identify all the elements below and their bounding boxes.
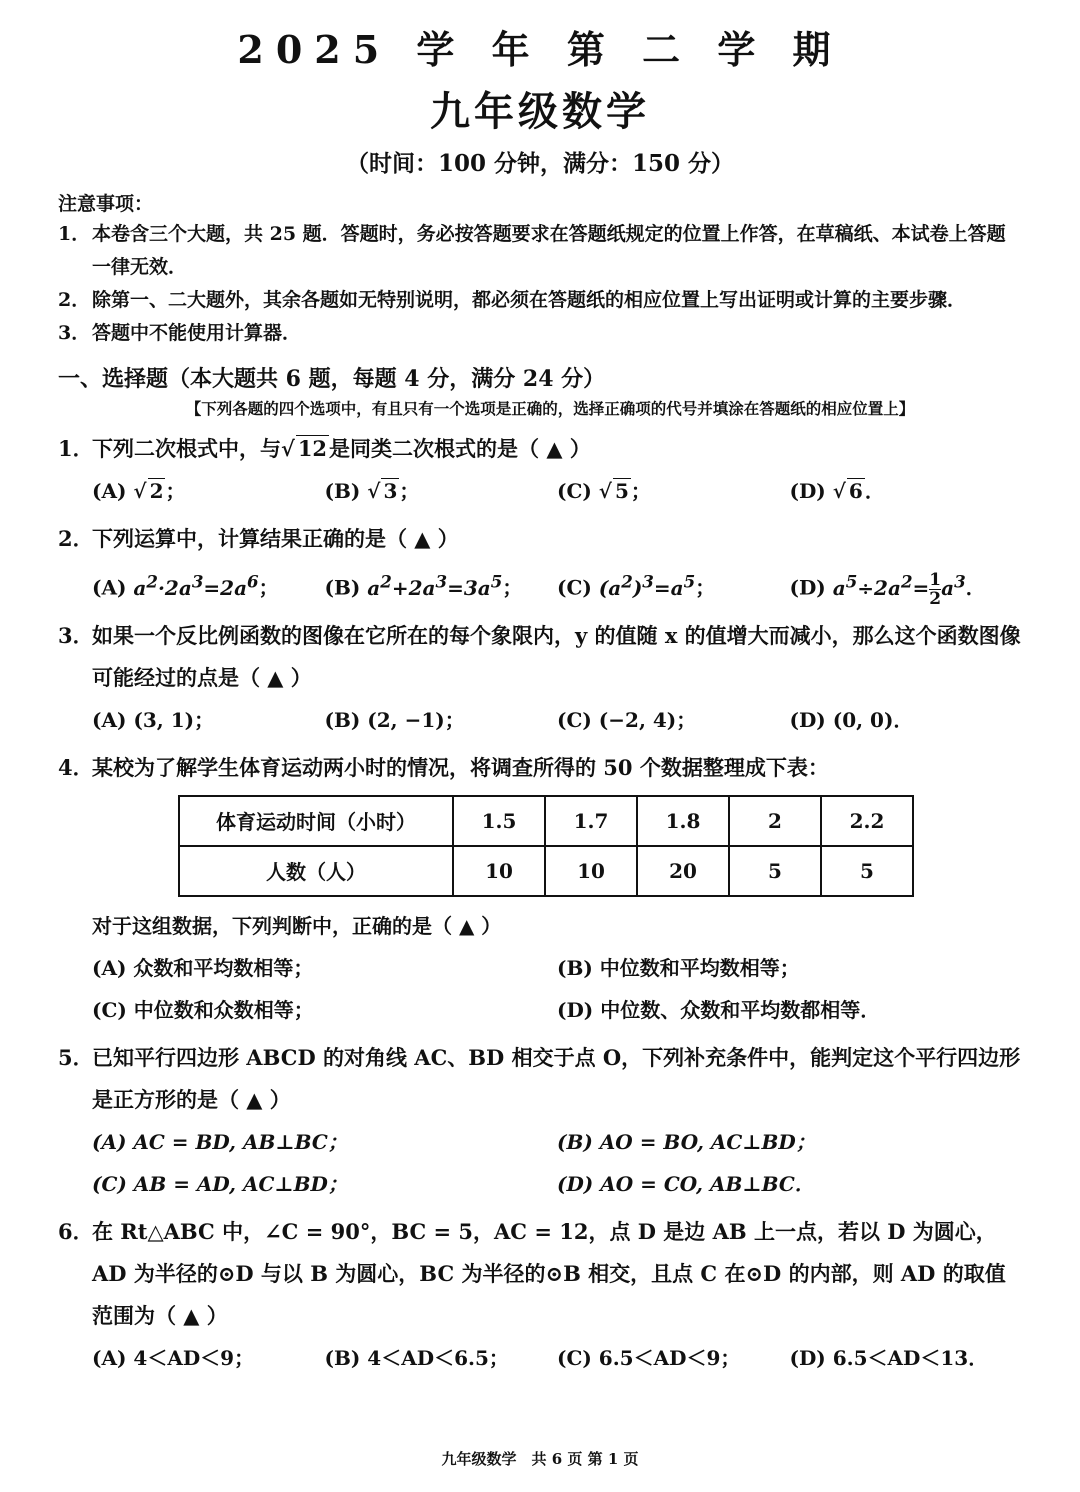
option-c[interactable]: (C) √ 5 ； xyxy=(557,479,651,503)
question-text: 某校为了解学生体育运动两小时的情况，将调查所得的 50 个数据整理成下表： xyxy=(92,754,829,780)
question-number: 6． xyxy=(58,1218,94,1244)
options-row xyxy=(58,947,1022,989)
question-text: 在 Rt△ABC 中，∠C = 90°，BC = 5，AC = 12，点 D 是边 AB 上一点，若以 D 为圆心，AD 为半径的⊙D 与以 B 为圆心，BC 为半径的⊙B 相交，且点 C 在⊙D 的内部，则 AD 的取值范围为（ ▲ ） xyxy=(92,1218,1006,1328)
note-item xyxy=(58,284,1022,317)
option-d[interactable]: (D) $a^5\div 2a^2=$ $\frac{1}{2}$ $a^3$． xyxy=(789,569,986,609)
option-b[interactable]: (B) 中位数和平均数相等； xyxy=(557,955,800,980)
option-c[interactable]: (C) AB = AD, AC⊥BD； xyxy=(92,1171,348,1196)
section-title: 一、选择题（本大题共 6 题，每题 4 分，满分 24 分） xyxy=(58,366,606,392)
option-c[interactable]: (C) 6.5＜AD＜9； xyxy=(557,1345,741,1370)
table-cell: 10 xyxy=(453,846,545,896)
fraction: $\frac{1}{2}$ xyxy=(929,569,942,609)
data-table xyxy=(178,795,914,897)
option-a[interactable]: (A) 4＜AD＜9； xyxy=(92,1345,255,1370)
option-b[interactable]: (B) $a^2+2a^3=3a^5$； xyxy=(324,571,523,600)
table-cell: 2.2 xyxy=(821,796,913,846)
options-row xyxy=(58,560,1022,609)
note-number: 3． xyxy=(58,322,91,344)
option-d[interactable]: (D) 中位数、众数和平均数都相等． xyxy=(557,997,881,1022)
question-6 xyxy=(58,1211,1022,1337)
table-cell: 人数（人） xyxy=(179,846,453,896)
question-number: 1． xyxy=(58,436,94,461)
exam-subtitle: （时间：100 分钟，满分：150 分） xyxy=(345,150,735,177)
question-number: 3． xyxy=(58,622,94,648)
options-row xyxy=(58,1121,1022,1163)
option-b[interactable]: (B) √ 3 ； xyxy=(324,479,420,503)
exam-title-term: 2025 学 年 第 二 学 期 xyxy=(237,27,843,72)
exam-title-subject: 九年级数学 xyxy=(430,88,650,135)
question-text: 如果一个反比例函数的图像在它所在的每个象限内，y 的值随 x 的值增大而减小，那么这个函数图像可能经过的点是（ ▲ ） xyxy=(92,622,1021,690)
option-b[interactable]: (B) 4＜AD＜6.5； xyxy=(324,1345,509,1370)
page-footer: 九年级数学 共 6 页 第 1 页 xyxy=(441,1450,639,1468)
table-cell: 1.5 xyxy=(453,796,545,846)
option-c[interactable]: (C) 中位数和众数相等； xyxy=(92,997,314,1022)
radicand: 12 xyxy=(297,436,328,461)
table-row xyxy=(179,846,913,896)
table-cell: 2 xyxy=(729,796,821,846)
note-text: 本卷含三个大题，共 25 题．答题时，务必按答题要求在答题纸规定的位置上作答，在草稿纸、本试卷上答题一律无效． xyxy=(92,223,1006,278)
question-5 xyxy=(58,1037,1022,1121)
option-d[interactable]: (D) AO = CO, AB⊥BC． xyxy=(557,1171,815,1196)
table-cell: 1.8 xyxy=(637,796,729,846)
section-instruction: 【下列各题的四个选项中，有且只有一个选项是正确的，选择正确项的代号并填涂在答题纸的相应位置上】 xyxy=(185,399,915,418)
question-text: 对于这组数据，下列判断中，正确的是（ ▲ ） xyxy=(92,913,502,938)
option-a[interactable]: (A) $a^2\cdot 2a^3=2a^6$； xyxy=(92,571,279,600)
option-a[interactable]: (A) (3, 1)； xyxy=(92,707,215,732)
table-cell: 体育运动时间（小时） xyxy=(179,796,453,846)
option-a[interactable]: (A) 众数和平均数相等； xyxy=(92,955,314,980)
question-4 xyxy=(58,747,1022,789)
table-cell: 1.7 xyxy=(545,796,637,846)
option-b[interactable]: (B) AO = BO, AC⊥BD； xyxy=(557,1129,816,1154)
table-cell: 20 xyxy=(637,846,729,896)
option-b[interactable]: (B) (2, −1)； xyxy=(324,707,465,732)
question-number: 4． xyxy=(58,754,94,780)
options-row xyxy=(58,470,1022,512)
question-3 xyxy=(58,615,1022,699)
options-row xyxy=(58,699,1022,741)
table-cell: 10 xyxy=(545,846,637,896)
question-text: 已知平行四边形 ABCD 的对角线 AC、BD 相交于点 O，下列补充条件中，能判定这个平行四边形是正方形的是（ ▲ ） xyxy=(92,1044,1021,1112)
note-text: 除第一、二大题外，其余各题如无特别说明，都必须在答题纸的相应位置上写出证明或计算的主要步骤． xyxy=(92,289,967,311)
question-number: 5． xyxy=(58,1044,94,1070)
table-cell: 5 xyxy=(729,846,821,896)
table-row xyxy=(179,796,913,846)
question-1: 1． 下列二次根式中，与√ 12是同类二次根式的是（ ▲ ） xyxy=(58,428,1022,470)
question-text: 是同类二次根式的是（ ▲ ） xyxy=(329,436,591,461)
options-row xyxy=(58,1337,1022,1379)
notes-heading: 注意事项： xyxy=(58,193,154,215)
question-text: 下列二次根式中，与 xyxy=(92,436,281,461)
option-a[interactable]: (A) AC = BD, AB⊥BC； xyxy=(92,1129,348,1154)
option-c[interactable]: (C) $(a^2)^3=a^5$； xyxy=(557,571,716,600)
table-cell: 5 xyxy=(821,846,913,896)
note-number: 1． xyxy=(58,223,91,245)
question-number: 2． xyxy=(58,526,94,551)
option-d[interactable]: (D) (0, 0)． xyxy=(789,707,914,732)
options-row xyxy=(58,989,1022,1031)
question-text: 下列运算中，计算结果正确的是（ ▲ ） xyxy=(92,526,459,551)
option-c[interactable]: (C) (−2, 4)； xyxy=(557,707,697,732)
note-item xyxy=(58,317,1022,350)
question-2 xyxy=(58,518,1022,560)
note-number: 2． xyxy=(58,289,91,311)
note-text: 答题中不能使用计算器． xyxy=(92,322,302,344)
note-item xyxy=(58,218,1022,284)
option-a[interactable]: (A) √ 2 ； xyxy=(92,479,186,503)
option-d[interactable]: (D) √ 6 ． xyxy=(789,479,885,503)
options-row xyxy=(58,1163,1022,1205)
option-d[interactable]: (D) 6.5＜AD＜13． xyxy=(789,1345,989,1370)
